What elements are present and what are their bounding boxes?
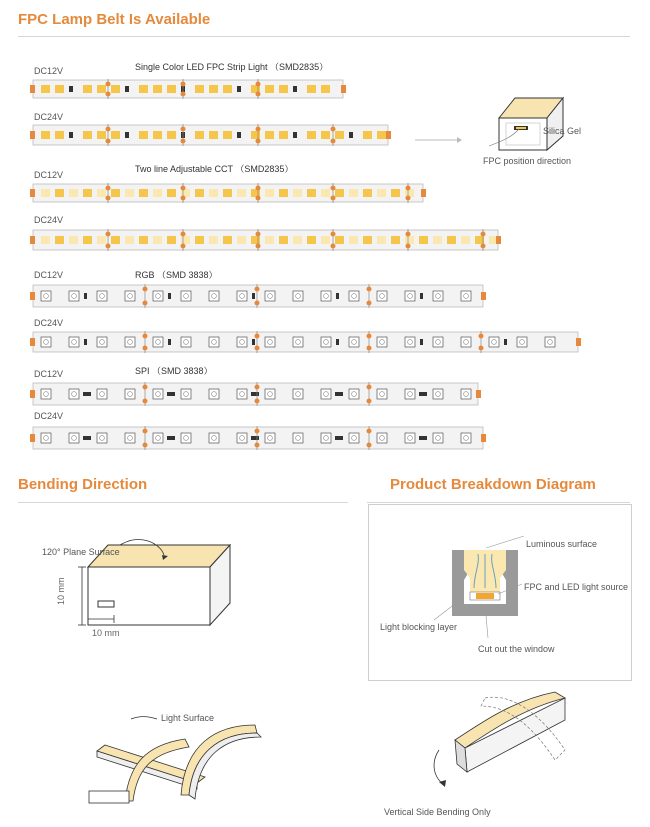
bending-cube-illustration: [60, 525, 260, 645]
single-dc12v-strip: [33, 79, 351, 104]
dimension-height-label: 10 mm: [56, 577, 66, 605]
luminous-surface-label: Luminous surface: [526, 539, 598, 549]
cct-title: Two line Adjustable CCT （SMD2835）: [135, 164, 294, 174]
section-title-fpc: FPC Lamp Belt Is Available: [18, 11, 211, 28]
fpc-direction-label: FPC position direction: [483, 156, 572, 166]
fpc-led-label: FPC and LED light source: [524, 582, 629, 592]
strip-graphic: [33, 124, 396, 146]
section-title-breakdown: Product Breakdown Diagram: [390, 476, 596, 493]
divider-breakdown: [367, 502, 630, 503]
spi-dc12v-strip: [33, 382, 486, 411]
light-blocking-label: Light blocking layer: [380, 622, 458, 632]
vertical-bending-label: Vertical Side Bending Only: [384, 807, 491, 817]
strip-graphic: [33, 183, 431, 203]
spi-title: SPI （SMD 3838）: [135, 366, 213, 376]
vertical-bending-illustration: [425, 690, 625, 800]
cct-dc24v-strip: [33, 229, 506, 256]
strip-graphic: [33, 331, 586, 353]
breakdown-cross-section: [450, 548, 520, 618]
rgb-dc12v-strip: [33, 284, 491, 313]
single-color-title: Single Color LED FPC Strip Light （SMD2835）: [135, 62, 329, 72]
single-dc24v-label: DC24V: [34, 112, 64, 122]
divider-top: [18, 36, 630, 37]
strip-graphic: [33, 284, 491, 308]
divider-bending: [18, 502, 348, 503]
spi-dc24v-label: DC24V: [34, 411, 64, 421]
strip-graphic: [33, 382, 486, 406]
strip-graphic: [33, 79, 351, 99]
cut-out-window-label: Cut out the window: [478, 644, 555, 654]
rgb-title: RGB （SMD 3838）: [135, 270, 218, 280]
plane-surface-label: 120° Plane Surface: [42, 547, 120, 557]
rgb-dc24v-label: DC24V: [34, 318, 64, 328]
single-dc24v-strip: [33, 124, 396, 151]
rgb-dc12v-label: DC12V: [34, 270, 64, 280]
silica-gel-label: Silica Gel: [543, 126, 582, 136]
cct-dc12v-label: DC12V: [34, 170, 64, 180]
light-surface-label: Light Surface: [161, 713, 215, 723]
single-dc12v-label: DC12V: [34, 66, 64, 76]
rgb-dc24v-strip: [33, 331, 586, 358]
cct-dc12v-strip: [33, 183, 431, 208]
section-title-bending: Bending Direction: [18, 476, 148, 493]
spi-dc24v-strip: [33, 426, 491, 455]
strip-graphic: [33, 229, 506, 251]
dimension-width-label: 10 mm: [92, 628, 120, 638]
spi-dc12v-label: DC12V: [34, 369, 64, 379]
cct-dc24v-label: DC24V: [34, 215, 64, 225]
strip-graphic: [33, 426, 491, 450]
